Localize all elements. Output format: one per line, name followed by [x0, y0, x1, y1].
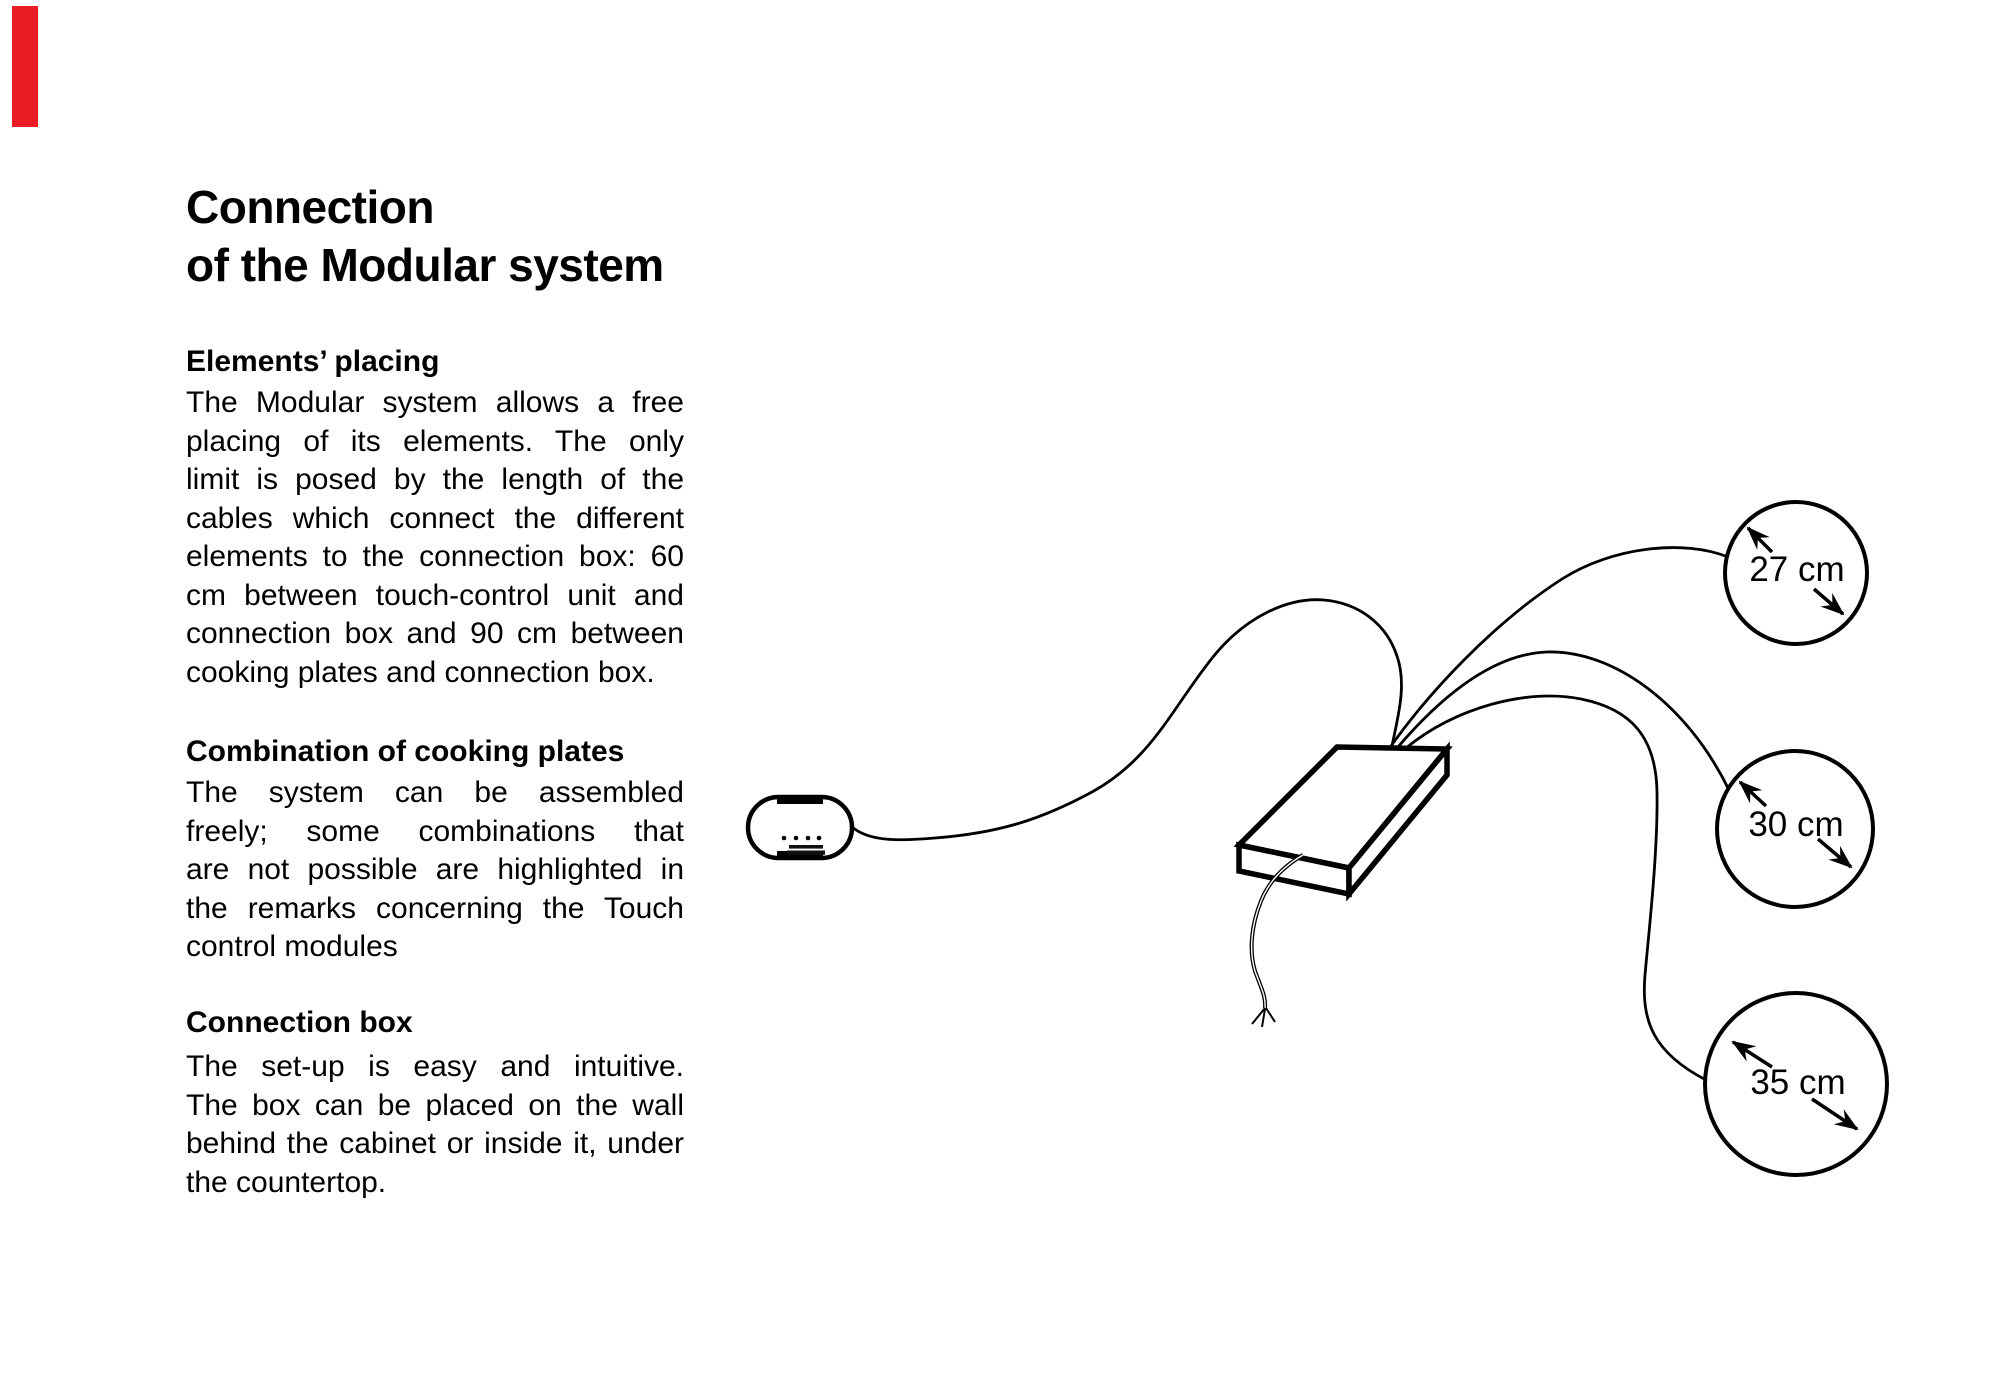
paragraph-line: the countertop. [186, 1165, 387, 1199]
paragraph-line: the remarks concerning the Touch [186, 891, 684, 925]
paragraph-line: The set-up is easy and intuitive. [186, 1050, 684, 1083]
power-cord-wire-ends [1252, 1008, 1275, 1027]
touch-control-unit [748, 797, 852, 858]
connection-box [1239, 747, 1447, 894]
page-title-line2: of the Modular system [186, 239, 664, 291]
page-title-line1: Connection [186, 181, 434, 233]
section-heading-elements-placing: Elements’ placing [186, 345, 440, 378]
paragraph-line: connection box and 90 cm between [186, 617, 684, 650]
paragraph-line: cables which connect the different [186, 501, 684, 535]
paragraph-line: The box can be placed on the wall [186, 1088, 684, 1122]
paragraph-line: freely; some combinations that [186, 814, 684, 848]
plate-circle-30cm [1717, 751, 1873, 907]
paragraph-line: control modules [186, 930, 398, 963]
section-heading-combination: Combination of cooking plates [186, 735, 625, 768]
plate-label-27cm: 27 cm [1749, 550, 1845, 589]
section-heading-connection-box: Connection box [186, 1006, 413, 1039]
plate-label-30cm: 30 cm [1748, 805, 1844, 844]
paragraph-line: The Modular system allows a free [186, 386, 684, 419]
paragraph-line: placing of its elements. The only [186, 424, 684, 458]
plate-circle-27cm [1725, 502, 1867, 644]
plate-label-35cm: 35 cm [1750, 1063, 1846, 1102]
plate-circle-35cm [1705, 993, 1887, 1175]
paragraph-line: cm between touch-control unit and [186, 578, 684, 612]
paragraph-line: behind the cabinet or inside it, under [186, 1127, 684, 1160]
paragraph-line: cooking plates and connection box. [186, 655, 655, 689]
paragraph-line: limit is posed by the length of the [186, 463, 684, 496]
paragraph-line: elements to the connection box: 60 [186, 540, 684, 573]
paragraph-line: are not possible are highlighted in [186, 853, 684, 886]
cable-35cm [1406, 696, 1706, 1080]
paragraph-line: The system can be assembled [186, 776, 684, 809]
